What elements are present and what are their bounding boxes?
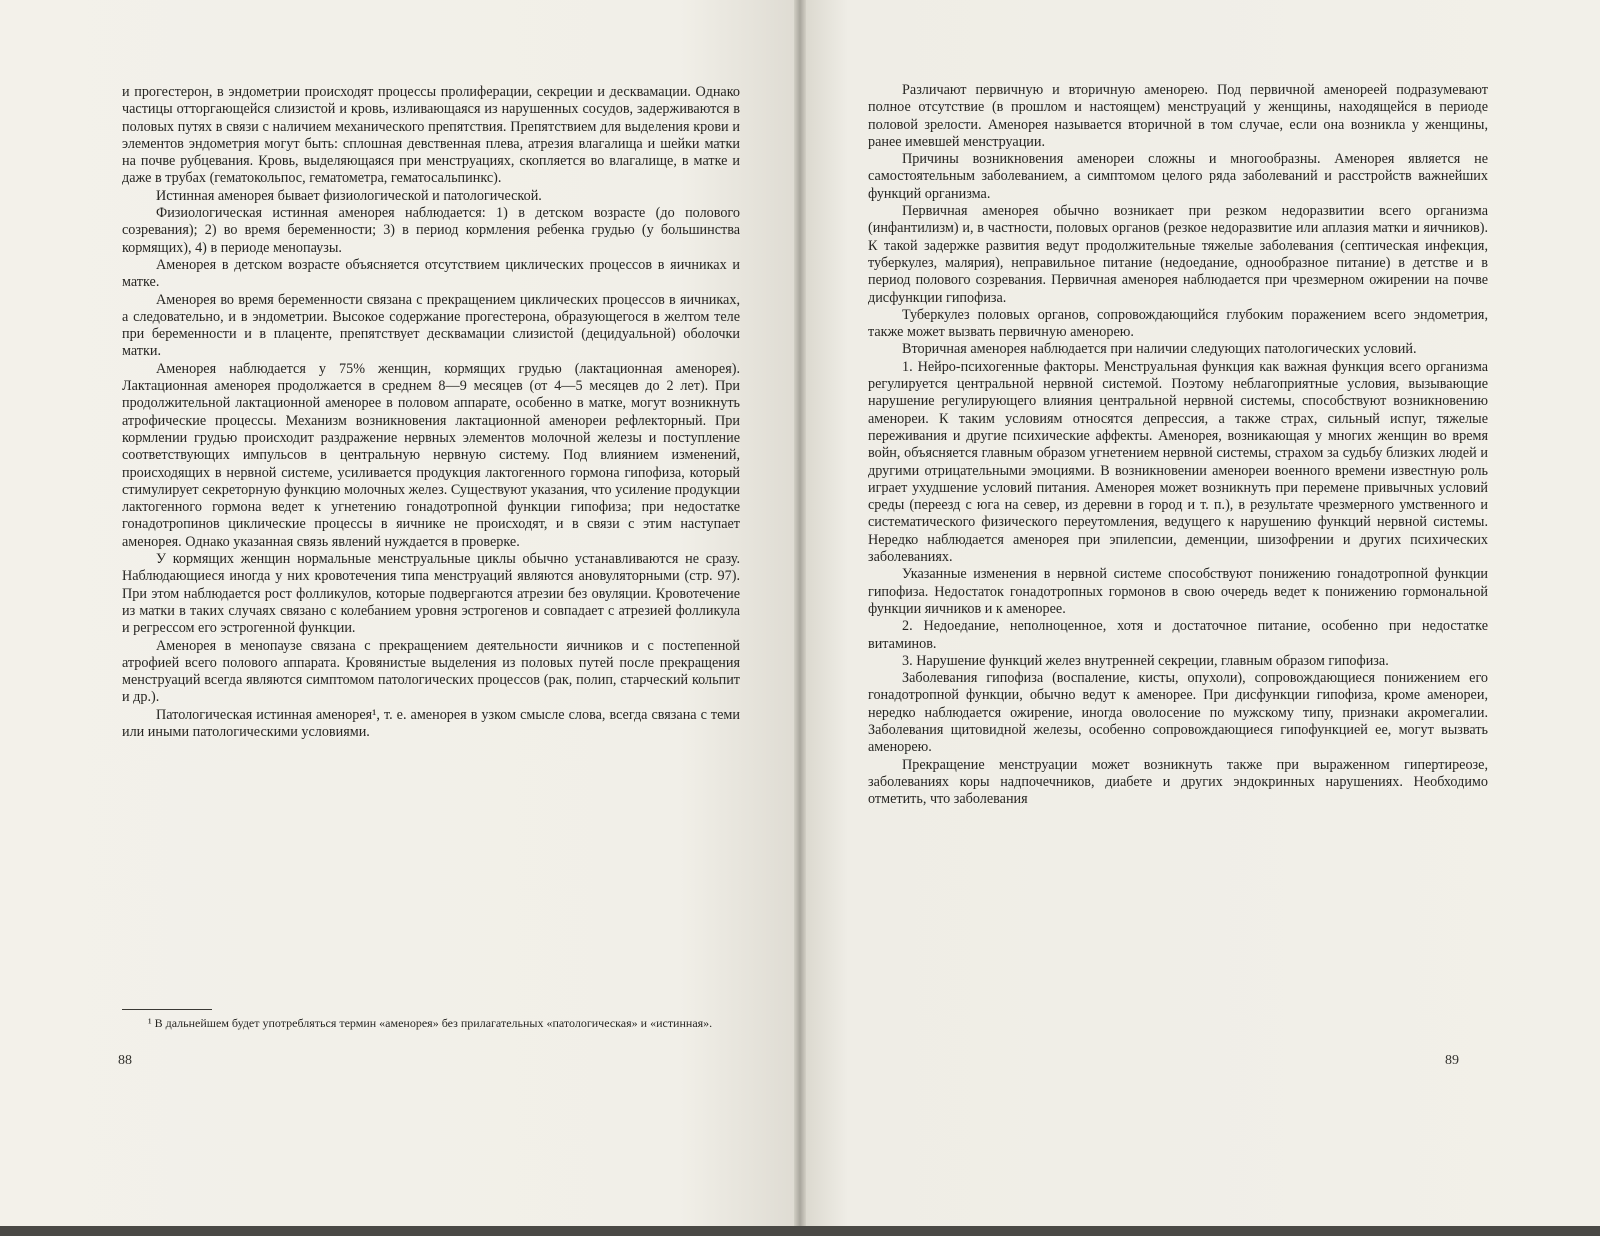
paragraph: 3. Нарушение функций желез внутренней секреции, главным образом гипофиза. <box>902 652 1389 669</box>
page-number: 89 <box>1445 1053 1459 1068</box>
paragraph: Истинная аменорея бывает физиологической и патологической. <box>156 187 542 204</box>
paragraph: и прогестерон, в эндометрии происходят процессы пролиферации, секреции и десквамации. Однако частицы отторгающейся слизистой и кровь, изливающаяся из нарушенных сосудов, задерживаются в половых путях в связи с наличием механического препятствия. Препятствием для выделения крови и элементов эндометрия могут быть: сплошная девственная плева, атрезия влагалища и шейки матки на почве рубцевания. Кровь, выделяющаяся при менструациях, скопляется во влагалище, в матке и даже в трубах (гематокольпос, гематометра, гематосальпинкс). <box>122 84 740 187</box>
paragraph: 2. Недоедание, неполноценное, хотя и достаточное питание, особенно при недостатке витаминов. <box>868 618 1488 652</box>
paragraph: Указанные изменения в нервной системе способствуют понижению гонадотропной функции гипофиза. Недостаток гонадотропных гормонов в свою очередь ведет к понижению гормональной функции яичников и к аменорее. <box>868 566 1488 617</box>
paragraph: Физиологическая истинная аменорея наблюдается: 1) в детском возрасте (до полового созревания); 2) во время беременности; 3) в период кормления ребенка грудью (у большинства кормящих), 4) в периоде менопаузы. <box>122 205 740 256</box>
paragraph: Аменорея во время беременности связана с прекращением циклических процессов в яичниках, а следовательно, и в эндометрии. Высокое содержание прогестерона, образующегося в желтом теле при беременности и в плаценте, препятствует десквамации слизистой (децидуальной) оболочки матки. <box>122 291 740 360</box>
paragraph: Аменорея в менопаузе связана с прекращением деятельности яичников и с постепенной атрофией всего полового аппарата. Кровянистые выделения из половых путей после прекращения менструаций всегда являются симптомом патологических процессов (рак, полип, старческий кольпит и др.). <box>122 637 740 706</box>
footnote-text: ¹ В дальнейшем будет употребляться термин «аменорея» без прилагательных «патологическая» и «истинная». <box>148 1016 713 1030</box>
paragraph: Первичная аменорея обычно возникает при резком недоразвитии всего организма (инфантилизм) и, в частности, половых органов (резкое недоразвитие или аплазия матки и яичников). К такой задержке развития ведут продолжительные тяжелые заболевания (септическая инфекция, туберкулез, малярия), неправильное питание (недоедание, однообразное питание) в детстве и в период полового созревания. Первичная аменорея наблюдается при чрезмерном ожирении на почве дисфункции гипофиза. <box>868 203 1488 306</box>
right-page-body <box>868 82 1488 808</box>
paragraph: Туберкулез половых органов, сопровождающийся глубоким поражением всего эндометрия, также может вызвать первичную аменорею. <box>868 306 1488 341</box>
left-page <box>0 0 800 1226</box>
book-gutter <box>794 0 806 1226</box>
paragraph: Вторичная аменорея наблюдается при наличии следующих патологических условий. <box>902 341 1417 358</box>
left-page-body <box>122 84 740 741</box>
paragraph: Различают первичную и вторичную аменорею. Под первичной аменореей подразумевают полное отсутствие (в прошлом и настоящем) менструаций у женщины, находящейся в периоде половой зрелости. Аменорея называется вторичной в том случае, если она возникла у женщины, ранее имевшей менструации. <box>868 82 1488 150</box>
footnote <box>122 1016 740 1031</box>
paragraph: У кормящих женщин нормальные менструальные циклы обычно устанавливаются не сразу. Наблюдающиеся иногда у них кровотечения типа менструаций являются ановуляторными (стр. 97). При этом наблюдается рост фолликулов, которые подвергаются атрезии без овуляции. Кровотечение из матки в таких случаях связано с колебанием уровня эстрогенов и совпадает с атрезией фолликула и регрессом его эстрогенной функции. <box>122 551 740 637</box>
paragraph: Заболевания гипофиза (воспаление, кисты, опухоли), сопровождающиеся понижением его гонадотропной функции, обычно ведут к аменорее. При дисфункции гипофиза, кроме аменореи, нередко наблюдается ожирение, иногда оволосение по мужскому типу, признаки акромегалии. Заболевания щитовидной железы, особенно сопровождающиеся гипофункцией ее, могут вызвать аменорею. <box>868 670 1488 756</box>
right-page <box>800 0 1600 1226</box>
paragraph: Причины возникновения аменореи сложны и многообразны. Аменорея является не самостоятельным заболеванием, а симптомом целого ряда заболеваний и расстройств важнейших функций организма. <box>868 151 1488 202</box>
paragraph: Аменорея наблюдается у 75% женщин, кормящих грудью (лактационная аменорея). Лактационная аменорея продолжается в среднем 8—9 месяцев (от 4—5 месяцев до 2 лет). При продолжительной лактационной аменорее в половом аппарате, особенно в матке, могут возникнуть атрофические процессы. Механизм возникновения лактационной аменореи рефлекторный. При кормлении грудью происходит раздражение нервных элементов молочной железы и поступление соответствующих импульсов в центральную нервную систему. Под влиянием изменений, происходящих в нервной системе, усиливается продукция лактогенного гормона гипофиза, который стимулирует секреторную функцию молочных желез. Существуют указания, что усиление продукции лактогенного гормона ведет к угнетению гонадотропной функции гипофиза; при недостатке гонадотропинов циклические процессы в яичнике не происходят, и в связи с этим наступает аменорея. Однако указанная связь явлений нуждается в проверке. <box>122 360 740 550</box>
paragraph: Аменорея в детском возрасте объясняется отсутствием циклических процессов в яичниках и матке. <box>122 256 740 291</box>
paragraph: 1. Нейро-психогенные факторы. Менструальная функция как важная функция всего организма регулируется центральной нервной системой. Поэтому неблагоприятные условия, вызывающие нарушение регулирующего влияния центральной нервной системы, способствуют возникновению аменореи. К таким условиям относятся депрессия, а также страх, сильный испуг, тяжелые переживания и другие психические аффекты. Аменорея, возникающая у многих женщин во время войн, объясняется главным образом угнетением нервной системы, страхом за судьбу близких людей и другими отрицательными эмоциями. В возникновении аменореи военного времени известную роль играет ухудшение условий питания. Аменорея может возникнуть при перемене привычных условий среды (переезд с юга на север, из деревни в город и т. п.), в результате чрезмерного умственного и систематического физического переутомления, ведущего к нарушению функций нервной системы. Нередко наблюдается аменорея при эпилепсии, деменции, шизофрении и других психических заболеваниях. <box>868 358 1488 566</box>
footnote-rule <box>122 1009 212 1010</box>
scan-edge <box>0 1226 1600 1236</box>
paragraph: Патологическая истинная аменорея¹, т. е. аменорея в узком смысле слова, всегда связана с теми или иными патологическими условиями. <box>122 706 740 740</box>
page-number: 88 <box>118 1053 132 1068</box>
paragraph: Прекращение менструации может возникнуть также при выраженном гипертиреозе, заболеваниях коры надпочечников, диабете и других эндокринных нарушениях. Необходимо отметить, что заболевания <box>868 756 1488 808</box>
